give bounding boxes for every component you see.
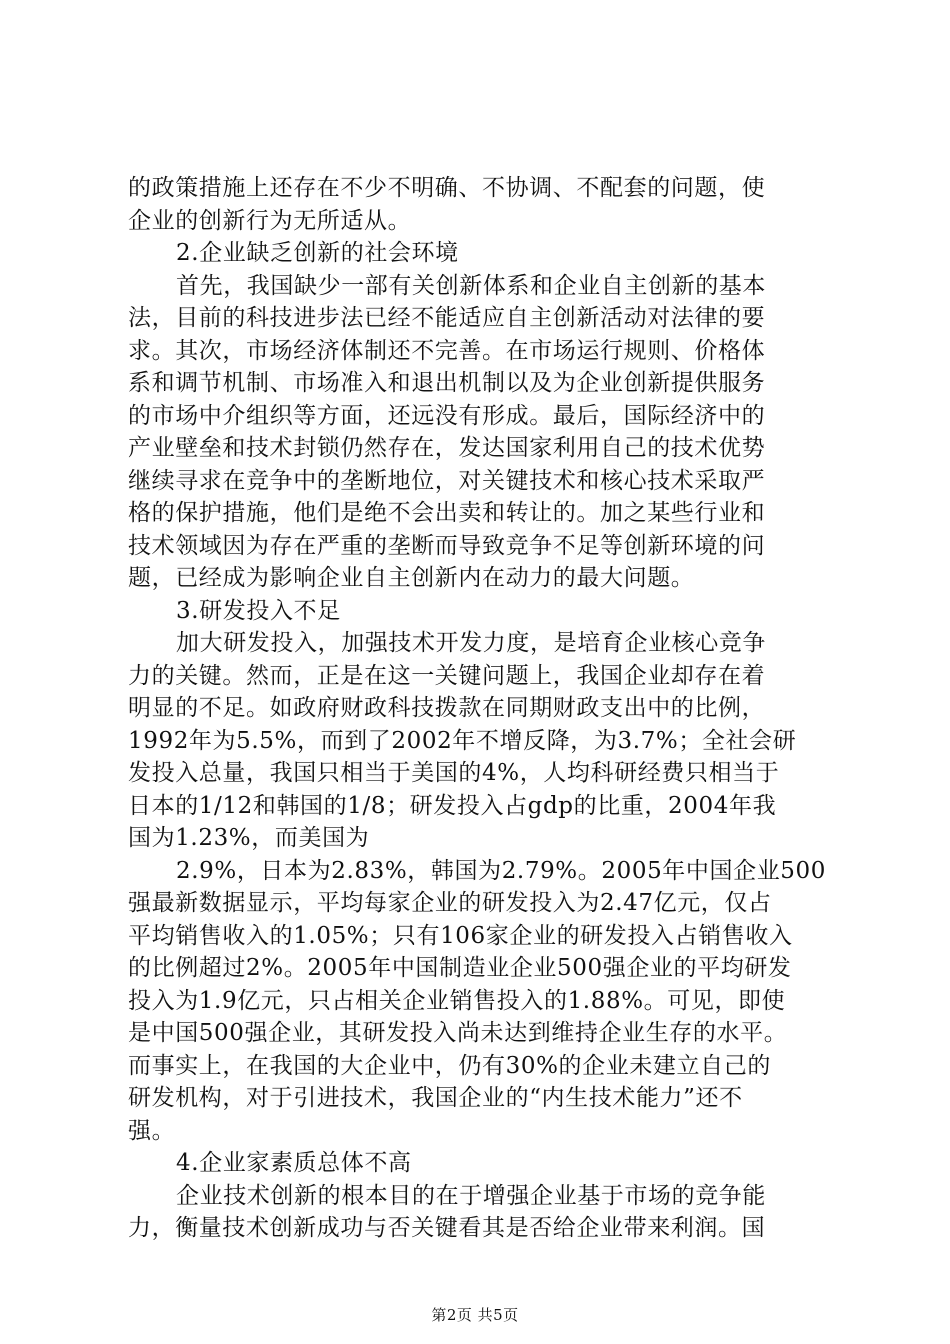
text-line: 国为1.23%，而美国为	[128, 825, 370, 851]
text-line: 4.企业家素质总体不高	[176, 1150, 412, 1176]
text-line: 2.9%，日本为2.83%，韩国为2.79%。2005年中国企业500	[176, 857, 826, 884]
text-line: 发投入总量，我国只相当于美国的4%，人均科研经费只相当于	[128, 760, 780, 786]
text-line: 法，目前的科技进步法已经不能适应自主创新活动对法律的要	[128, 305, 766, 331]
text-line: 加大研发投入，加强技术开发力度，是培育企业核心竞争	[176, 630, 766, 656]
page-footer: 第2页 共5页	[431, 1306, 519, 1324]
text-line: 继续寻求在竞争中的垄断地位，对关键技术和核心技术采取严	[128, 467, 766, 494]
text-line: 研发机构，对于引进技术，我国企业的“内生技术能力”还不	[128, 1085, 743, 1111]
text-line: 力，衡量技术创新成功与否关键看其是否给企业带来利润。国	[128, 1215, 766, 1241]
text-line: 投入为1.9亿元，只占相关企业销售投入的1.88%。可见，即使	[128, 987, 786, 1014]
text-line: 的比例超过2%。2005年中国制造业企业500强企业的平均研发	[128, 955, 792, 981]
text-line: 强。	[128, 1117, 176, 1144]
text-line: 企业的创新行为无所适从。	[128, 207, 412, 234]
text-line: 是中国500强企业，其研发投入尚未达到维持企业生存的水平。	[128, 1020, 788, 1046]
text-line: 而事实上，在我国的大企业中，仍有30%的企业未建立自己的	[128, 1052, 771, 1079]
text-line: 明显的不足。如政府财政科技拨款在同期财政支出中的比例，	[128, 695, 766, 721]
body-text	[128, 172, 828, 1245]
text-line: 力的关键。然而，正是在这一关键问题上，我国企业却存在着	[128, 662, 766, 689]
text-line: 日本的1/12和韩国的1/8；研发投入占gdp的比重，2004年我	[128, 792, 777, 819]
text-line: 的市场中介组织等方面，还远没有形成。最后，国际经济中的	[128, 402, 766, 429]
text-line: 2.企业缺乏创新的社会环境	[176, 240, 459, 266]
text-line: 企业技术创新的根本目的在于增强企业基于市场的竞争能	[176, 1182, 766, 1209]
text-line: 系和调节机制、市场准入和退出机制以及为企业创新提供服务	[128, 370, 766, 396]
text-line: 技术领域因为存在严重的垄断而导致竞争不足等创新环境的问	[128, 532, 766, 559]
text-line: 格的保护措施，他们是绝不会出卖和转让的。加之某些行业和	[128, 500, 766, 526]
text-line: 题，已经成为影响企业自主创新内在动力的最大问题。	[128, 565, 695, 591]
text-line: 强最新数据显示，平均每家企业的研发投入为2.47亿元，仅占	[128, 890, 772, 916]
text-line: 产业壁垒和技术封锁仍然存在，发达国家利用自己的技术优势	[128, 435, 766, 461]
text-line: 1992年为5.5%，而到了2002年不增反降，为3.7%；全社会研	[128, 727, 797, 754]
text-line: 的政策措施上还存在不少不明确、不协调、不配套的问题，使	[128, 175, 766, 201]
text-line: 首先，我国缺少一部有关创新体系和企业自主创新的基本	[176, 272, 766, 299]
text-line: 3.研发投入不足	[176, 597, 341, 624]
text-line: 求。其次，市场经济体制还不完善。在市场运行规则、价格体	[128, 337, 766, 364]
text-line: 平均销售收入的1.05%；只有106家企业的研发投入占销售收入	[128, 922, 793, 949]
